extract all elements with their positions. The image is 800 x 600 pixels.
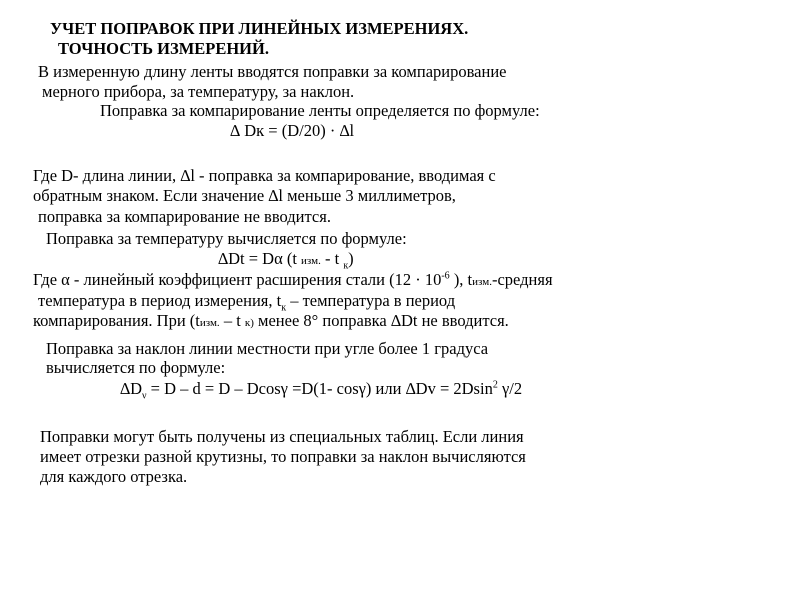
slope-formula: $\Delta D_\nu = D - d = D - Dcos\gamma =D(1-$ cosγ) или ∆Dv = 2Dsin$^2$ γ/2 [120,379,523,402]
intro-line-2: мерного прибора, за температуру, за наклон. [42,82,355,101]
tables-note-line-1: Поправки могут быть получены из специальных таблиц. Если линия [40,427,524,446]
slide-title-line-1: УЧЕТ ПОПРАВОК ПРИ ЛИНЕЙНЫХ ИЗМЕРЕНИЯХ. [50,19,469,38]
comparison-desc-line-2: обратным знаком. Если значение ∆l меньше 3 миллиметров, [33,186,456,205]
slide-title-line-2: ТОЧНОСТЬ ИЗМЕРЕНИЙ. [58,39,269,58]
temperature-desc-line-3: компарирования. При (tизм. – t к) менее 8° поправка ∆Dt не вводится. [33,311,509,330]
comparison-desc-line-1: Где D- длина линии, ∆l - поправка за компарирование, вводимая с [33,166,496,185]
intro-line-1: В измеренную длину ленты вводятся поправки за компарирование [38,62,507,81]
tables-note-line-2: имеет отрезки разной крутизны, то поправки за наклон вычисляются [40,447,526,466]
tables-note-line-3: для каждого отрезка. [40,467,188,486]
slope-heading-line-1: Поправка за наклон линии местности при угле более 1 градуса [46,339,489,358]
slope-heading-line-2: вычисляется по формуле: [46,358,226,377]
temperature-heading: Поправка за температуру вычисляется по формуле: [46,229,407,248]
comparison-desc-line-3: поправка за компарирование не вводится. [38,207,331,226]
temperature-desc-line-1: Где α - линейный коэффициент расширения стали ($12 \cdot 10^{-6}$ ), tизм.-средняя [33,270,553,289]
temperature-desc-line-2: температура в период измерения, $t_к$ – температура в период [38,291,456,314]
temperature-formula: ∆Dt = Dα (t изм. - t $_к$) [218,249,354,272]
comparison-heading: Поправка за компарирование ленты определяется по формуле: [100,101,540,120]
comparison-formula: ∆ Dк = (D/20) · ∆l [230,121,355,140]
